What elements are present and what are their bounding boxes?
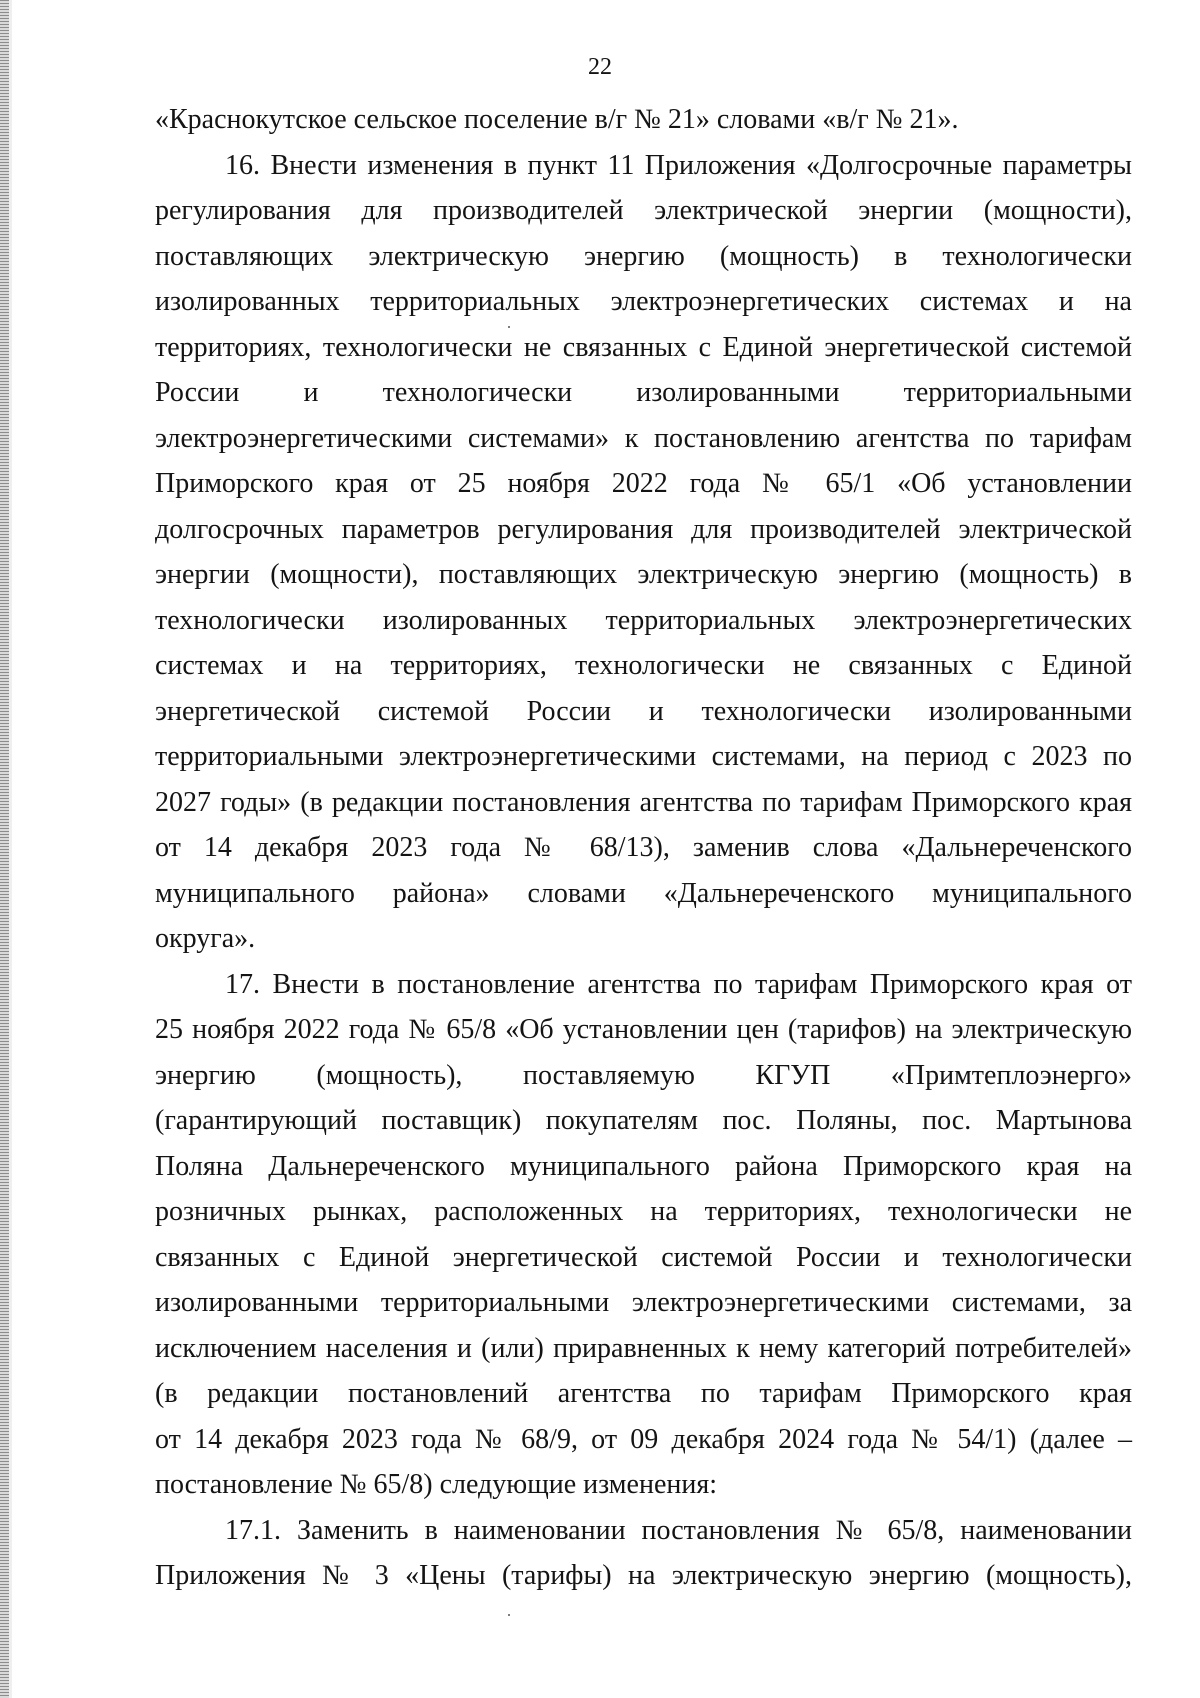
text-line: муниципального района» словами «Дальнереченского муниципального	[155, 877, 1132, 909]
scan-speck	[508, 1614, 510, 1616]
text-line: территориальными электроэнергетическими системами, на период с 2023 по	[155, 741, 1132, 772]
text-line: изолированными территориальными электроэнергетическими системами, за	[155, 1287, 1132, 1318]
text-line: энергию (мощность), поставляемую КГУП «Примтеплоэнерго»	[155, 1059, 1132, 1091]
scan-edge	[0, 0, 9, 1698]
text-line: 25 ноября 2022 года № 65/8 «Об установлении цен (тарифов) на электрическую	[155, 1014, 1132, 1045]
text-line: 2027 годы» (в редакции постановления агентства по тарифам Приморского края	[155, 786, 1132, 818]
text-line: 17. Внести в постановление агентства по тарифам Приморского края от	[225, 968, 1132, 1000]
text-line: энергии (мощности), поставляющих электрическую энергию (мощность) в	[155, 559, 1132, 590]
text-line: электроэнергетическими системами» к постановлению агентства по тарифам	[155, 422, 1132, 454]
text-line: технологически изолированных территориальных электроэнергетических	[155, 604, 1132, 636]
page-number: 22	[588, 54, 612, 80]
text-line: округа».	[155, 923, 256, 954]
text-line: связанных с Единой энергетической системой России и технологически	[155, 1241, 1132, 1273]
text-line: территориях, технологически не связанных с Единой энергетической системой	[155, 331, 1132, 363]
text-line: регулирования для производителей электрической энергии (мощности),	[155, 195, 1132, 226]
text-line: «Краснокутское сельское поселение в/г № 21» словами «в/г № 21».	[155, 104, 959, 135]
text-line: России и технологически изолированными территориальными	[155, 377, 1132, 408]
text-line: системах и на территориях, технологически не связанных с Единой	[155, 650, 1132, 681]
text-line: от 14 декабря 2023 года № 68/9, от 09 декабря 2024 года № 54/1) (далее –	[155, 1423, 1132, 1455]
text-line: (гарантирующий поставщик) покупателям пос. Поляны, пос. Мартынова	[155, 1105, 1132, 1136]
text-line: (в редакции постановлений агентства по тарифам Приморского края	[155, 1378, 1132, 1409]
text-line: Приморского края от 25 ноября 2022 года № 65/1 «Об установлении	[155, 468, 1132, 499]
text-line: 17.1. Заменить в наименовании постановления № 65/8, наименовании	[225, 1514, 1132, 1546]
text-line: 16. Внести изменения в пункт 11 Приложения «Долгосрочные параметры	[225, 149, 1132, 181]
text-line: постановление № 65/8) следующие изменения:	[155, 1469, 717, 1500]
text-line: розничных рынках, расположенных на территориях, технологически не	[155, 1196, 1132, 1227]
scan-speck	[508, 326, 510, 328]
text-line: поставляющих электрическую энергию (мощность) в технологически	[155, 240, 1132, 272]
text-line: долгосрочных параметров регулирования для производителей электрической	[155, 513, 1132, 545]
text-line: энергетической системой России и технологически изолированными	[155, 695, 1132, 727]
text-line: Приложения № 3 «Цены (тарифы) на электрическую энергию (мощность),	[155, 1560, 1132, 1591]
text-line: Поляна Дальнереченского муниципального района Приморского края на	[155, 1150, 1132, 1182]
document-body	[155, 97, 1132, 1599]
text-line: исключением населения и (или) приравненных к нему категорий потребителей»	[155, 1332, 1132, 1364]
text-line: от 14 декабря 2023 года № 68/13), заменив слова «Дальнереченского	[155, 832, 1132, 863]
text-line: изолированных территориальных электроэнергетических системах и на	[155, 286, 1132, 317]
